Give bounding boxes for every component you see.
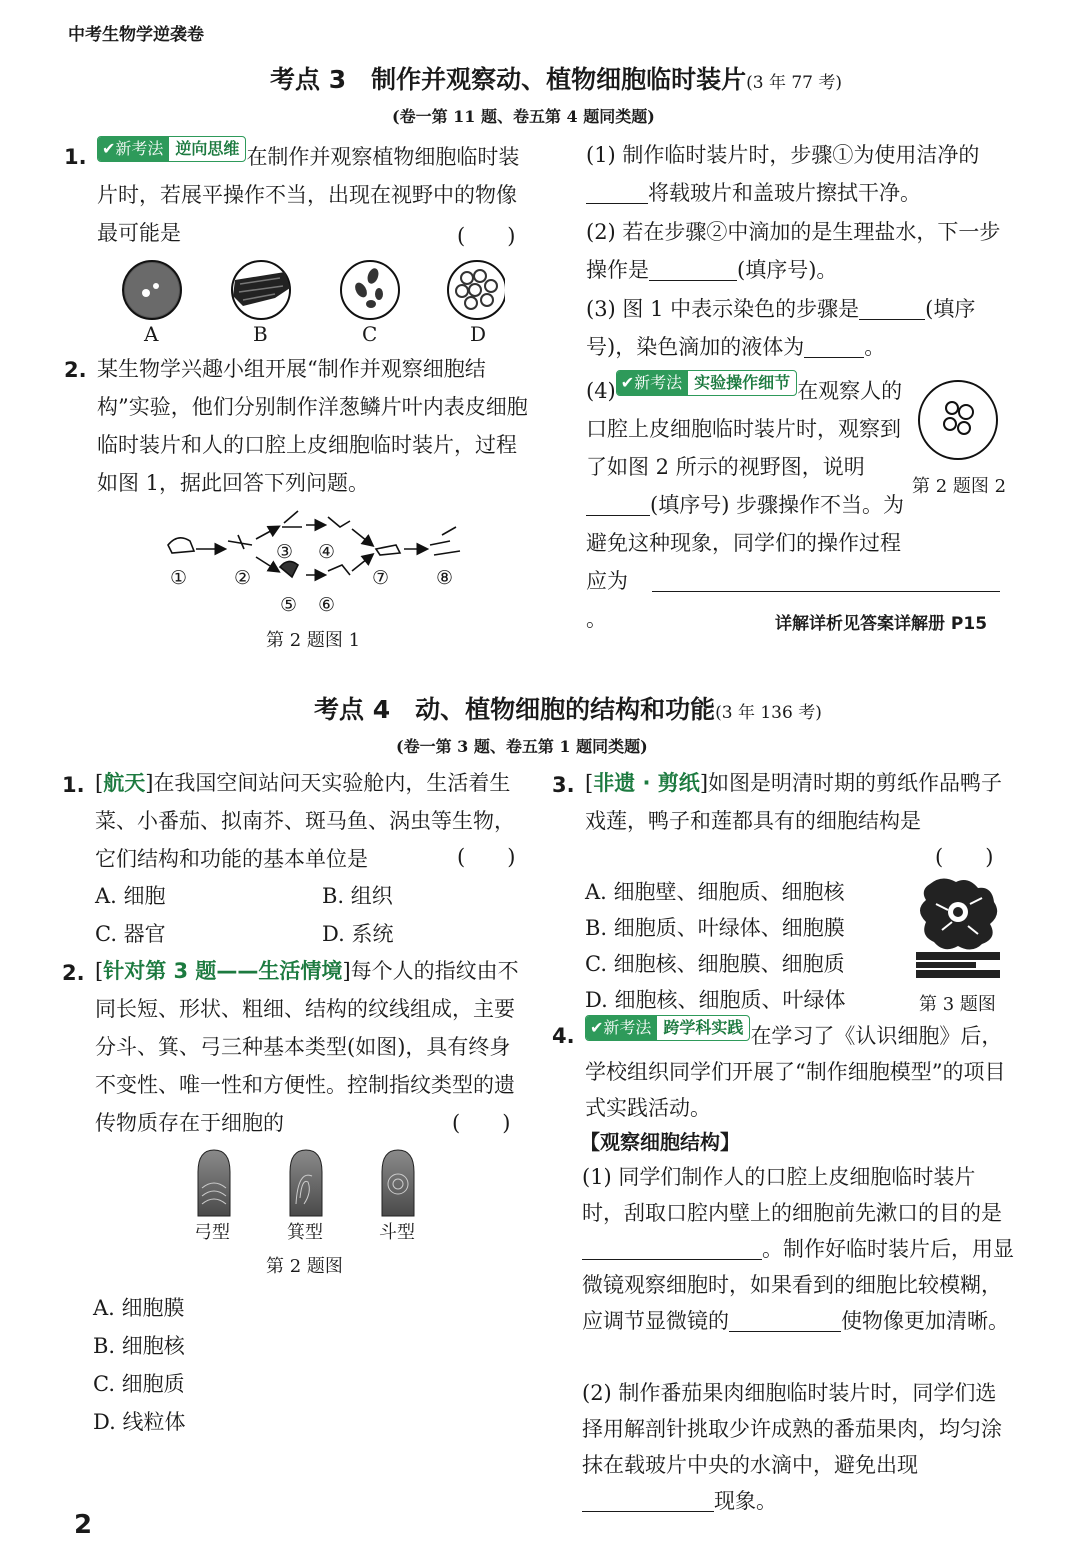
book-title: 中考生物学逆袭卷 <box>68 25 204 45</box>
s4-q2-figure-caption: 第 2 题图 <box>266 1256 343 1277</box>
s4-q4-number: 4. <box>552 1024 575 1048</box>
s4-q1-stem: [航天]在我国空间站问天实验舱内，生活着生菜、小番茄、拟南芥、斑马鱼、涡虫等生物，它们结构和功能的基本单位是 <box>95 771 515 871</box>
s4-q2-number: 2. <box>62 961 85 985</box>
s4-q4-stem: ✔新考法 跨学科实践 在学习了《认识细胞》后，学校组织同学们开展了“制作细胞模型”的项目式实践活动。 <box>585 1015 1017 1126</box>
answer-reference[interactable]: 详解详析见答案详解册 P15 <box>775 614 988 634</box>
new-method-tag: ✔新考法 实验操作细节 <box>616 370 797 396</box>
s3-q2-figure1-diagram <box>160 505 470 625</box>
fig1-step-6: ⑥ <box>318 594 336 616</box>
s4-q3-option-b[interactable]: B. 细胞质、叶绿体、细胞膜 <box>585 916 845 940</box>
fingerprint-label-whorl: 斗型 <box>379 1222 415 1243</box>
section4-subtitle: (卷一第 3 题、卷五第 1 题同类题) <box>396 737 648 756</box>
s4-q1-option-a[interactable]: A. 细胞 <box>95 884 166 908</box>
s4-q2-fingerprint-figure <box>190 1148 430 1218</box>
fig1-step-7: ⑦ <box>372 567 390 589</box>
s3-q2-sub3: (3) 图 1 中表示染色的步骤是 (填序号)，染色滴加的液体为 。 <box>586 297 976 359</box>
s4-q2-stem: [针对第 3 题——生活情境]每个人的指纹由不同长短、形状、粗细、结构的纹线组成，主要分斗、箕、弓三种基本类型(如图)，具有终身不变性、唯一性和方便性。控制指纹类型的遗传物质存在于细胞的 <box>95 959 519 1135</box>
s4-q4-sub2: (2) 制作番茄果肉细胞临时装片时，同学们选择用解剖针挑取少许成熟的番茄果肉，均匀涂抹在载玻片中央的水滴中，避免出现现象。 <box>582 1381 1002 1513</box>
s3-q2-sub4-end: 。 <box>586 562 1016 638</box>
s4-q1-option-b[interactable]: B. 组织 <box>322 884 393 908</box>
section4-title-text: 考点 4 动、植物细胞的结构和功能 <box>314 695 716 724</box>
s3-q2-sub4-blank-process[interactable] <box>652 569 1000 592</box>
fig1-step-3: ③ <box>276 541 294 563</box>
step3-tweezer-icon <box>282 511 302 527</box>
s3-q2-figure1-caption: 第 2 题图 1 <box>266 630 361 651</box>
step5-mouth-icon <box>280 561 298 577</box>
option-d-cell-image[interactable] <box>448 261 505 319</box>
s4-q2-option-d[interactable]: D. 线粒体 <box>93 1410 186 1434</box>
step2-dropper-icon <box>228 535 252 549</box>
s3-q1-stem: ✔新考法 逆向思维 在制作并观察植物细胞临时装片时，若展平操作不当，出现在视野中的物像最可能是 <box>97 136 529 252</box>
section4-count: (3 年 136 考) <box>715 703 822 723</box>
arch-fingerprint-icon <box>198 1150 230 1216</box>
s4-q2-option-a[interactable]: A. 细胞膜 <box>93 1296 185 1320</box>
s3-q2-figure2-caption: 第 2 题图 2 <box>912 476 1007 497</box>
fig1-step-5: ⑤ <box>280 594 298 616</box>
s3-q2-stem: 某生物学兴趣小组开展“制作并观察细胞结构”实验，他们分别制作洋葱鳞片叶内表皮细胞临时装片和人的口腔上皮细胞临时装片，过程如图 1，据此回答下列问题。 <box>97 357 528 495</box>
s4-q3-papercut-image <box>912 874 1004 980</box>
s4-q3-figure-caption: 第 3 题图 <box>919 994 996 1015</box>
check-badge-icon: ✔ <box>620 373 635 392</box>
s3-q2-number: 2. <box>64 358 87 382</box>
new-method-tag: ✔新考法 逆向思维 <box>97 136 246 162</box>
step1-hand-icon <box>168 538 194 553</box>
s3-q2-sub4-blank-step[interactable] <box>586 493 650 516</box>
s3-q1-number: 1. <box>64 145 87 169</box>
s4-q3-option-a[interactable]: A. 细胞壁、细胞质、细胞核 <box>585 880 845 904</box>
check-badge-icon: ✔ <box>590 1018 604 1037</box>
s3-q1-answer-paren[interactable]: ( ) <box>457 224 516 248</box>
s4-q3-number: 3. <box>552 773 575 797</box>
fig1-step-2: ② <box>234 567 252 589</box>
s4-q4-heading: 【观察细胞结构】 <box>580 1130 740 1154</box>
s3-q1-option-b-label[interactable]: B <box>253 322 268 346</box>
fingerprint-label-loop: 箕型 <box>287 1222 323 1243</box>
s4-q1-option-c[interactable]: C. 器官 <box>95 922 166 946</box>
whorl-fingerprint-icon <box>382 1150 414 1216</box>
fig1-step-8: ⑧ <box>436 567 454 589</box>
s4-q4-sub1-blank-purpose[interactable] <box>582 1237 762 1260</box>
s3-q2-sub1-blank[interactable] <box>586 181 648 204</box>
page-number: 2 <box>74 1510 93 1540</box>
section3-title <box>270 60 842 96</box>
s4-q1-answer-paren[interactable]: ( ) <box>457 845 516 869</box>
s4-q2-option-c[interactable]: C. 细胞质 <box>93 1372 185 1396</box>
new-method-tag: ✔新考法 跨学科实践 <box>585 1015 750 1041</box>
s3-q1-option-a-label[interactable]: A <box>144 322 159 346</box>
s3-q1-option-d-label[interactable]: D <box>470 322 487 346</box>
step8-stain-icon <box>430 527 460 555</box>
check-badge-icon: ✔ <box>102 139 116 158</box>
s3-q2-figure2-field-of-view <box>916 378 1000 462</box>
s3-q2-sub3-blank-liquid[interactable] <box>804 335 864 358</box>
s3-q2-sub2-blank[interactable] <box>649 258 737 281</box>
section4-title <box>314 690 822 726</box>
s4-q3-stem: [非遗 · 剪纸]如图是明清时期的剪纸作品鸭子戏莲，鸭子和莲都具有的细胞结构是 <box>585 771 1003 833</box>
s4-q2-option-b[interactable]: B. 细胞核 <box>93 1334 185 1358</box>
loop-fingerprint-icon <box>290 1150 322 1216</box>
step4-coverslip-icon <box>328 517 350 527</box>
option-b-cell-image[interactable] <box>232 261 290 319</box>
fig1-step-4: ④ <box>318 541 336 563</box>
option-a-cell-image[interactable] <box>123 261 181 319</box>
s4-q3-option-c[interactable]: C. 细胞核、细胞膜、细胞质 <box>585 952 845 976</box>
s3-q2-sub1: (1) 制作临时装片时，步骤①为使用洁净的将载玻片和盖玻片擦拭干净。 <box>586 143 980 205</box>
step6-spread-icon <box>328 565 350 575</box>
s3-q2-sub4: (4) ✔新考法 实验操作细节 在观察人的口腔上皮细胞临时装片时，观察到了如图 2 所示的视野图，说明(填序号) 步骤操作不当。为避免这种现象，同学们的操作过程应为 <box>586 370 912 600</box>
s4-q2-answer-paren[interactable]: ( ) <box>452 1111 511 1135</box>
s4-q4-sub1: (1) 同学们制作人的口腔上皮细胞临时装片时，刮取口腔内壁上的细胞前先漱口的目的是。制作好临时装片后，用显微镜观察细胞时，如果看到的细胞比较模糊，应调节显微镜的 使物像更加清晰。 <box>582 1165 1014 1333</box>
option-c-cell-image[interactable] <box>341 261 399 319</box>
fingerprint-label-arch: 弓型 <box>194 1222 230 1243</box>
section3-count: (3 年 77 考) <box>746 73 843 93</box>
s3-q1-options-figure <box>115 258 505 348</box>
s4-q4-sub2-blank[interactable] <box>582 1489 714 1512</box>
s4-q3-option-d[interactable]: D. 细胞核、细胞质、叶绿体 <box>585 988 846 1012</box>
s3-q2-sub3-blank-step[interactable] <box>859 297 925 320</box>
fig1-step-1: ① <box>170 567 188 589</box>
section3-title-text: 考点 3 制作并观察动、植物细胞临时装片 <box>270 65 747 94</box>
section3-subtitle: (卷一第 11 题、卷五第 4 题同类题) <box>392 107 655 126</box>
s4-q3-answer-paren[interactable]: ( ) <box>935 845 994 869</box>
s4-q4-sub1-blank-knob[interactable] <box>729 1309 841 1332</box>
s4-q1-option-d[interactable]: D. 系统 <box>322 922 394 946</box>
step7-slide-icon <box>376 545 400 555</box>
s4-q1-number: 1. <box>62 773 85 797</box>
s3-q2-sub2: (2) 若在步骤②中滴加的是生理盐水，下一步操作是 (填序号)。 <box>586 220 1001 282</box>
s3-q1-option-c-label[interactable]: C <box>362 322 378 346</box>
